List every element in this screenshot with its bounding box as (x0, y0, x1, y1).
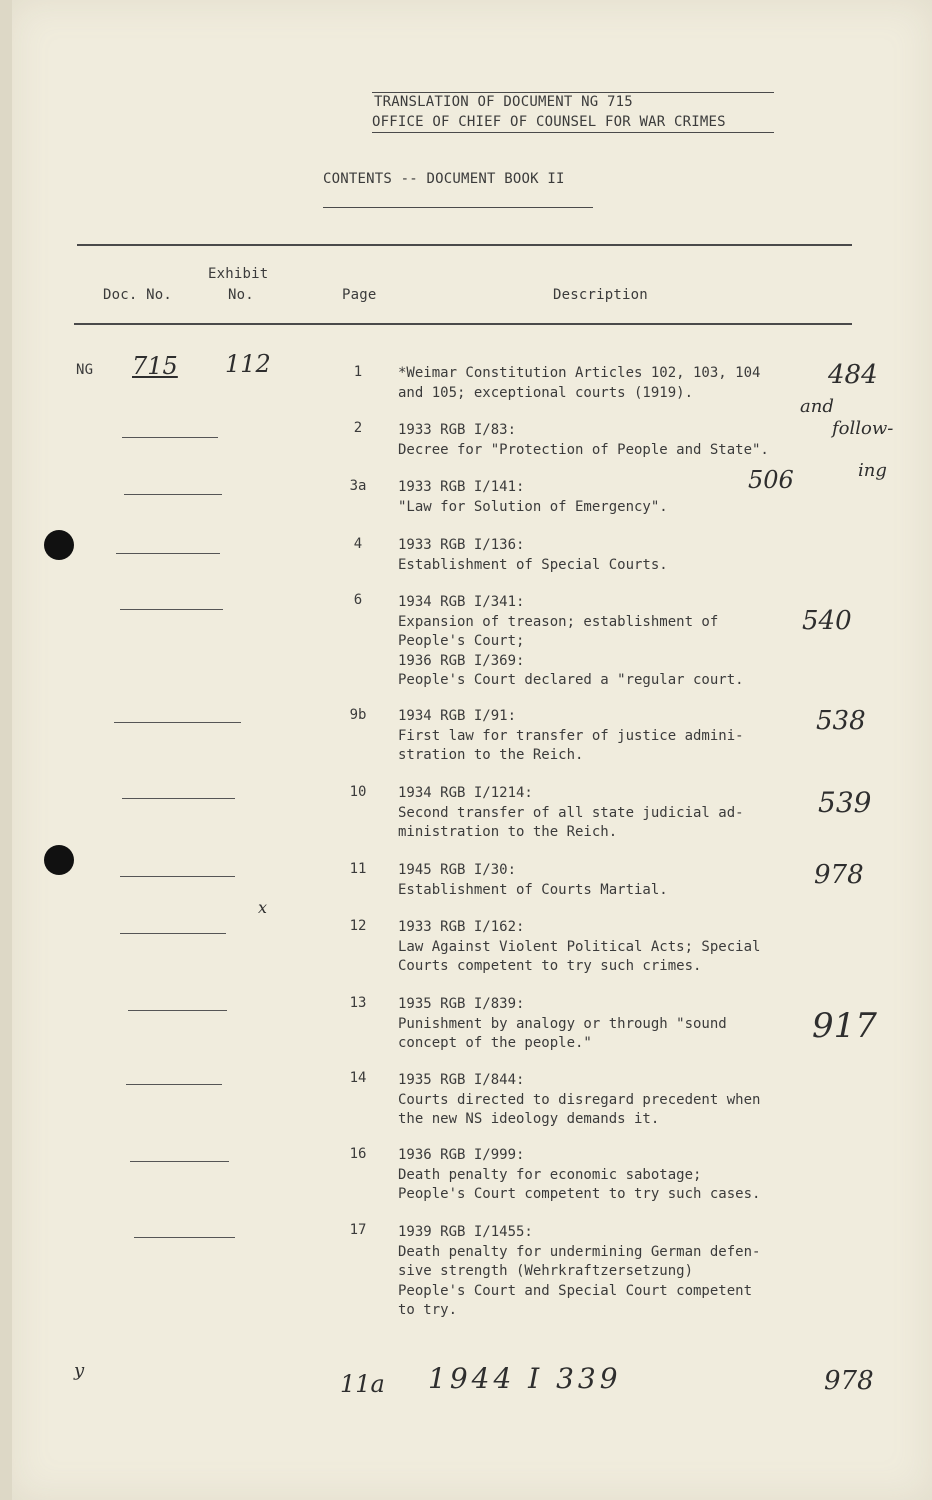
entry-description: *Weimar Constitution Articles 102, 103, 104 and 105; exceptional courts (1919). (398, 365, 761, 401)
entry-page: 2 (353, 420, 363, 436)
handwritten-note: 484 (828, 360, 878, 390)
punch-hole (44, 845, 74, 875)
handwritten-check-mark: x (258, 898, 268, 917)
entry-description: 1934 RGB I/91: First law for transfer of justice admini- stration to the Reich. (398, 708, 744, 763)
blank-line (122, 798, 235, 799)
entry-description: 1934 RGB I/341: Expansion of treason; establishment of People's Court; 1936 RGB I/369: People's Court declared a "regular court. (398, 594, 744, 688)
entry-page: 1 (353, 364, 363, 380)
handwritten-note: 540 (802, 606, 852, 636)
header-line-1: TRANSLATION OF DOCUMENT NG 715 (374, 94, 633, 110)
col-exhibit-top: Exhibit (208, 266, 269, 282)
entry-page: 12 (349, 918, 367, 934)
header-top-rule (372, 92, 774, 93)
punch-hole (44, 530, 74, 560)
entry-description: 1939 RGB I/1455: Death penalty for undermining German defen- sive strength (Wehrkraftzersetzung) People's Court and Special Court competent to try. (398, 1224, 761, 1318)
blank-line (126, 1084, 222, 1085)
entry-description: 1945 RGB I/30: Establishment of Courts Martial. (398, 862, 668, 898)
entry-page: 11 (349, 861, 367, 877)
blank-line (124, 494, 222, 495)
entry-description: 1933 RGB I/83: Decree for "Protection of People and State". (398, 422, 769, 458)
contents-title: CONTENTS -- DOCUMENT BOOK II (323, 171, 565, 187)
entry-description: 1936 RGB I/999: Death penalty for economic sabotage; People's Court competent to try such cases. (398, 1147, 761, 1202)
entry-description: 1933 RGB I/136: Establishment of Special Courts. (398, 537, 668, 573)
table-top-rule (77, 244, 852, 246)
entry-page: 17 (349, 1222, 367, 1238)
handwritten-exhibit: 112 (225, 350, 271, 378)
entry-page: 14 (349, 1070, 367, 1086)
blank-line (120, 876, 235, 877)
entry-description: 1935 RGB I/844: Courts directed to disregard precedent when the new NS ideology demands it. (398, 1072, 761, 1127)
handwritten-note: 978 (814, 860, 864, 890)
handwritten-bottom-page: 11a (340, 1370, 385, 1398)
handwritten-note: 538 (816, 706, 866, 736)
handwritten-bottom-ref: 1944 I 339 (428, 1362, 622, 1395)
handwritten-side-mark: y (74, 1360, 85, 1381)
entry-page: 3a (349, 478, 367, 494)
blank-line (120, 609, 223, 610)
entry-page: 16 (349, 1146, 367, 1162)
handwritten-note: 539 (818, 786, 872, 819)
blank-line (122, 437, 218, 438)
handwritten-note: 917 (812, 1006, 877, 1046)
doc-prefix: NG (76, 362, 94, 378)
handwritten-bottom-num: 978 (824, 1366, 874, 1396)
table-header-rule (74, 323, 852, 325)
header-line-2: OFFICE OF CHIEF OF COUNSEL FOR WAR CRIMES (372, 114, 726, 130)
handwritten-note: 506 (748, 466, 794, 494)
entry-page: 13 (349, 995, 367, 1011)
handwritten-note: ing (858, 460, 887, 481)
entry-description: 1934 RGB I/1214: Second transfer of all state judicial ad- ministration to the Reich. (398, 785, 744, 840)
entry-page: 10 (349, 784, 367, 800)
contents-underline (323, 207, 593, 208)
handwritten-note: follow- (832, 418, 894, 439)
blank-line (116, 553, 220, 554)
blank-line (120, 933, 226, 934)
entry-description: 1933 RGB I/162: Law Against Violent Political Acts; Special Courts competent to try such crimes. (398, 919, 761, 974)
col-page: Page (342, 287, 377, 303)
header-bottom-rule (372, 132, 774, 133)
blank-line (130, 1161, 229, 1162)
col-description: Description (553, 287, 648, 303)
entry-description: 1935 RGB I/839: Punishment by analogy or through "sound concept of the people." (398, 996, 727, 1051)
entry-page: 4 (353, 536, 363, 552)
blank-line (114, 722, 241, 723)
blank-line (134, 1237, 235, 1238)
blank-line (128, 1010, 227, 1011)
col-exhibit-bottom: No. (228, 287, 254, 303)
handwritten-note: and (800, 396, 834, 417)
entry-description: 1933 RGB I/141: "Law for Solution of Emergency". (398, 479, 668, 515)
page-edge (0, 0, 12, 1500)
col-doc-no: Doc. No. (103, 287, 173, 303)
entry-page: 6 (353, 592, 363, 608)
handwritten-doc-no: 715 (132, 352, 178, 380)
entry-page: 9b (349, 707, 367, 723)
